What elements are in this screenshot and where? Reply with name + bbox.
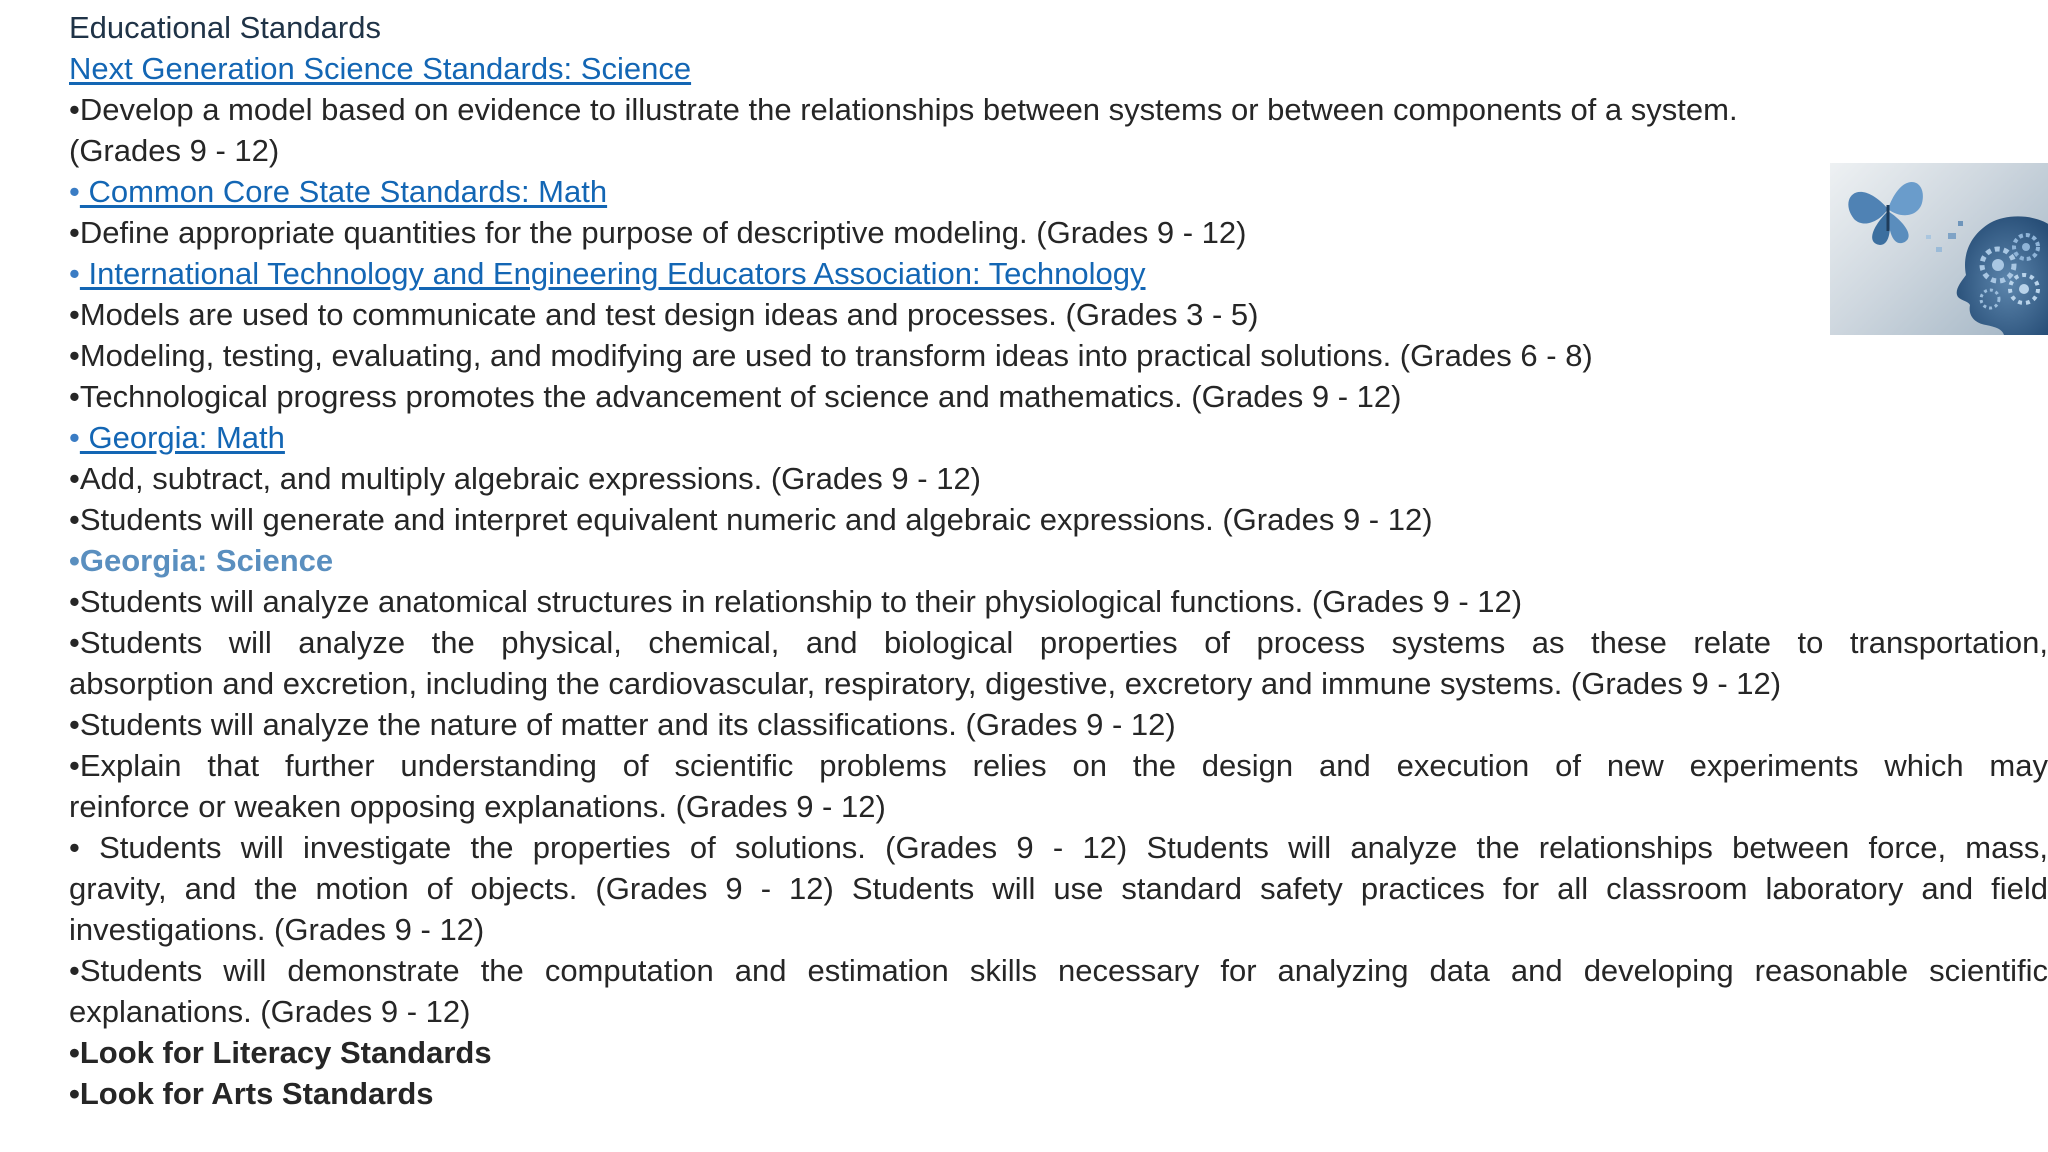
georgia-math-link[interactable]: Georgia: Math	[79, 420, 285, 455]
bullet: •	[69, 420, 80, 455]
standard-item: •Models are used to communicate and test design ideas and processes. (Grades 3 - 5)	[69, 297, 1259, 332]
butterfly-gear-head-icon	[1830, 163, 2048, 335]
standard-item: •Students will analyze the physical, chemical, and biological properties of process systems as these relate to transportation,	[69, 625, 2048, 660]
arts-standards-note: •Look for Arts Standards	[69, 1076, 434, 1111]
ccss-link-line	[69, 171, 2048, 212]
standard-item-continued: reinforce or weaken opposing explanations. (Grades 9 - 12)	[69, 789, 886, 824]
bullet: •	[69, 256, 80, 291]
page-title: Educational Standards	[69, 10, 381, 45]
standard-item: • Students will investigate the properties of solutions. (Grades 9 - 12) Students will analyze the relationships between force, mass,	[69, 830, 2048, 865]
standard-item-continued: absorption and excretion, including the cardiovascular, respiratory, digestive, excretory and immune systems. (Grades 9 - 12)	[69, 666, 1782, 701]
standard-item: •Students will analyze anatomical structures in relationship to their physiological functions. (Grades 9 - 12)	[69, 584, 1523, 619]
bullet: •	[69, 174, 80, 209]
standard-item: •Add, subtract, and multiply algebraic expressions. (Grades 9 - 12)	[69, 461, 982, 496]
literacy-standards-note: •Look for Literacy Standards	[69, 1035, 492, 1070]
standard-item: •Develop a model based on evidence to illustrate the relationships between systems or between components of a system.	[69, 92, 1738, 127]
standards-document	[69, 7, 2048, 1114]
iteea-standards-link[interactable]: International Technology and Engineering Educators Association: Technology	[79, 256, 1146, 291]
standard-item: •Students will demonstrate the computation and estimation skills necessary for analyzing data and developing reasonable scientific	[69, 953, 2048, 988]
standard-item: (Grades 9 - 12)	[69, 133, 280, 168]
standard-item-continued: gravity, and the motion of objects. (Grades 9 - 12) Students will use standard safety practices for all classroom laboratory and field	[69, 871, 2048, 906]
standard-item-continued: explanations. (Grades 9 - 12)	[69, 994, 471, 1029]
standard-item-continued: investigations. (Grades 9 - 12)	[69, 912, 485, 947]
ga-math-link-line	[69, 417, 2048, 458]
standard-item: •Students will analyze the nature of matter and its classifications. (Grades 9 - 12)	[69, 707, 1176, 742]
ccss-standards-link[interactable]: Common Core State Standards: Math	[79, 174, 608, 209]
standard-item: •Technological progress promotes the advancement of science and mathematics. (Grades 9 - 12)	[69, 379, 1402, 414]
standard-item: •Students will generate and interpret equivalent numeric and algebraic expressions. (Grades 9 - 12)	[69, 502, 1433, 537]
standard-item: •Define appropriate quantities for the purpose of descriptive modeling. (Grades 9 - 12)	[69, 215, 1247, 250]
georgia-science-heading: •Georgia: Science	[69, 543, 334, 578]
ngss-standards-link[interactable]: Next Generation Science Standards: Science	[69, 51, 692, 86]
iteea-link-line	[69, 253, 2048, 294]
butterfly-gear-head-icon	[1830, 163, 2048, 335]
ngss-link-line	[69, 48, 2048, 89]
standard-item: •Explain that further understanding of scientific problems relies on the design and execution of new experiments which may	[69, 748, 2048, 783]
standard-item: •Modeling, testing, evaluating, and modifying are used to transform ideas into practical solutions. (Grades 6 - 8)	[69, 338, 1593, 373]
